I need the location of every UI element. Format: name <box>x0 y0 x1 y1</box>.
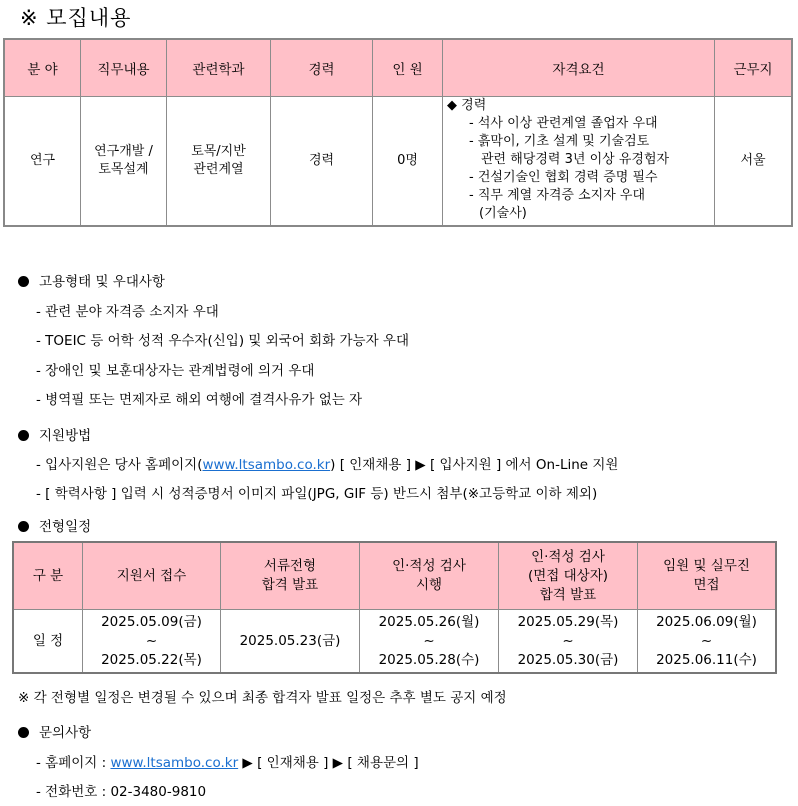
schedule-cell: 2025.05.23(금) <box>221 610 360 674</box>
req-item: 관련 해당경력 3년 이상 유경험자 <box>481 152 670 167</box>
req-item: - 건설기술인 협회 경력 증명 필수 <box>469 170 658 185</box>
bullet-icon <box>18 521 29 532</box>
duty-line: 연구개발 / <box>94 144 153 159</box>
req-item: - 직무 계열 자격증 소지자 우대 <box>469 188 646 203</box>
page-title: ※ 모집내용 <box>20 6 132 30</box>
contact-text: - 홈페이지 : <box>36 755 111 771</box>
bullet-icon <box>18 727 29 738</box>
contact-homepage <box>36 751 419 771</box>
date: 2025.05.26(월) <box>378 613 480 630</box>
tilde: ~ <box>700 632 713 649</box>
date: 2025.05.22(목) <box>101 651 202 668</box>
bullet-icon <box>18 430 29 441</box>
major-line: 관련계열 <box>193 162 244 177</box>
apply-item: - [ 학력사항 ] 입력 시 성적증명서 이미지 파일(JPG, GIF 등) 반드시 첨부(※고등학교 이하 제외) <box>36 486 598 502</box>
employment-heading <box>18 270 165 290</box>
schedule-row <box>13 610 776 674</box>
cell-duty <box>81 97 167 227</box>
req-item: - 흙막이, 기초 설계 및 기술검토 <box>469 134 650 149</box>
schedule-heading <box>18 515 91 535</box>
date: 2025.05.09(금) <box>101 613 202 630</box>
date: 2025.06.11(수) <box>656 651 757 668</box>
contact-heading-text: 문의사항 <box>39 725 92 741</box>
apply-heading-text: 지원방법 <box>39 428 92 444</box>
schedule-header-cell <box>221 542 360 610</box>
header-line: (면접 대상자) <box>527 567 609 584</box>
schedule-header-cell <box>638 542 777 610</box>
header-line: 서류전형 <box>263 558 317 574</box>
cell-requirements <box>443 97 715 227</box>
homepage-link[interactable]: www.ltsambo.co.kr <box>202 457 331 473</box>
cell-headcount: 0명 <box>373 97 443 227</box>
cell-location: 서울 <box>715 97 793 227</box>
date: 2025.05.29(목) <box>517 613 619 630</box>
major-line: 토목/지반 <box>191 144 246 159</box>
schedule-header <box>13 542 776 610</box>
schedule-cell <box>83 610 221 674</box>
tilde: ~ <box>145 632 158 649</box>
header-line: 인·적성 검사 <box>531 548 605 565</box>
req-heading: ◆ 경력 <box>447 98 487 113</box>
recruit-table-header <box>4 39 792 97</box>
cell-field: 연구 <box>4 97 81 227</box>
schedule-note: ※ 각 전형별 일정은 변경될 수 있으며 최종 합격자 발표 일정은 추후 별도 공지 예정 <box>18 690 507 706</box>
header-location: 근무지 <box>715 39 793 97</box>
header-duty: 직무내용 <box>81 39 167 97</box>
header-line: 합격 발표 <box>539 586 597 603</box>
header-requirements: 자격요건 <box>443 39 715 97</box>
duty-line: 토목설계 <box>98 162 149 177</box>
date: 2025.06.09(월) <box>656 613 757 630</box>
header-line: 면접 <box>693 577 720 593</box>
header-line: 합격 발표 <box>261 577 319 593</box>
employment-item: - 장애인 및 보훈대상자는 관계법령에 의거 우대 <box>36 363 315 379</box>
header-headcount: 인 원 <box>373 39 443 97</box>
header-line: 시행 <box>415 577 443 593</box>
employment-heading-text: 고용형태 및 우대사항 <box>39 274 165 290</box>
contact-homepage-link[interactable]: www.ltsambo.co.kr <box>110 755 239 771</box>
schedule-cell <box>499 610 638 674</box>
schedule-heading-text: 전형일정 <box>39 519 92 535</box>
tilde: ~ <box>423 632 435 649</box>
contact-heading <box>18 721 91 741</box>
req-item: - 석사 이상 관련계열 졸업자 우대 <box>469 116 658 131</box>
req-item: (기술사) <box>479 206 527 221</box>
schedule-label: 일 정 <box>13 610 83 674</box>
schedule-table <box>12 541 777 674</box>
cell-career: 경력 <box>271 97 373 227</box>
header-field: 분 야 <box>4 39 81 97</box>
schedule-header-cell <box>499 542 638 610</box>
cell-major <box>167 97 271 227</box>
employment-item: - TOEIC 등 어학 성적 우수자(신입) 및 외국어 회화 가능자 우대 <box>36 333 409 349</box>
employment-item: - 병역필 또는 면제자로 해외 여행에 결격사유가 없는 자 <box>36 392 363 408</box>
employment-item: - 관련 분야 자격증 소지자 우대 <box>36 304 219 320</box>
recruit-table <box>3 38 793 227</box>
recruit-table-row <box>4 97 792 227</box>
date: 2025.05.30(금) <box>517 651 619 668</box>
schedule-header-cell: 구 분 <box>13 542 83 610</box>
schedule-cell <box>360 610 499 674</box>
schedule-cell <box>638 610 777 674</box>
apply-item <box>36 453 618 473</box>
contact-phone: - 전화번호 : 02-3480-9810 <box>36 784 207 800</box>
apply-heading <box>18 424 91 444</box>
apply-text: - 입사지원은 당사 홈페이지( <box>36 457 203 473</box>
header-line: 임원 및 실무진 <box>663 558 750 574</box>
tilde: ~ <box>562 632 574 649</box>
contact-text: ▶ [ 인재채용 ] ▶ [ 채용문의 ] <box>238 755 419 771</box>
bullet-icon <box>18 276 29 287</box>
schedule-header-cell <box>360 542 499 610</box>
header-major: 관련학과 <box>167 39 271 97</box>
header-line: 인·적성 검사 <box>392 558 466 574</box>
date: 2025.05.28(수) <box>378 651 480 668</box>
header-career: 경력 <box>271 39 373 97</box>
schedule-header-cell: 지원서 접수 <box>83 542 221 610</box>
apply-text: ) [ 인재채용 ] ▶ [ 입사지원 ] 에서 On-Line 지원 <box>330 457 619 473</box>
